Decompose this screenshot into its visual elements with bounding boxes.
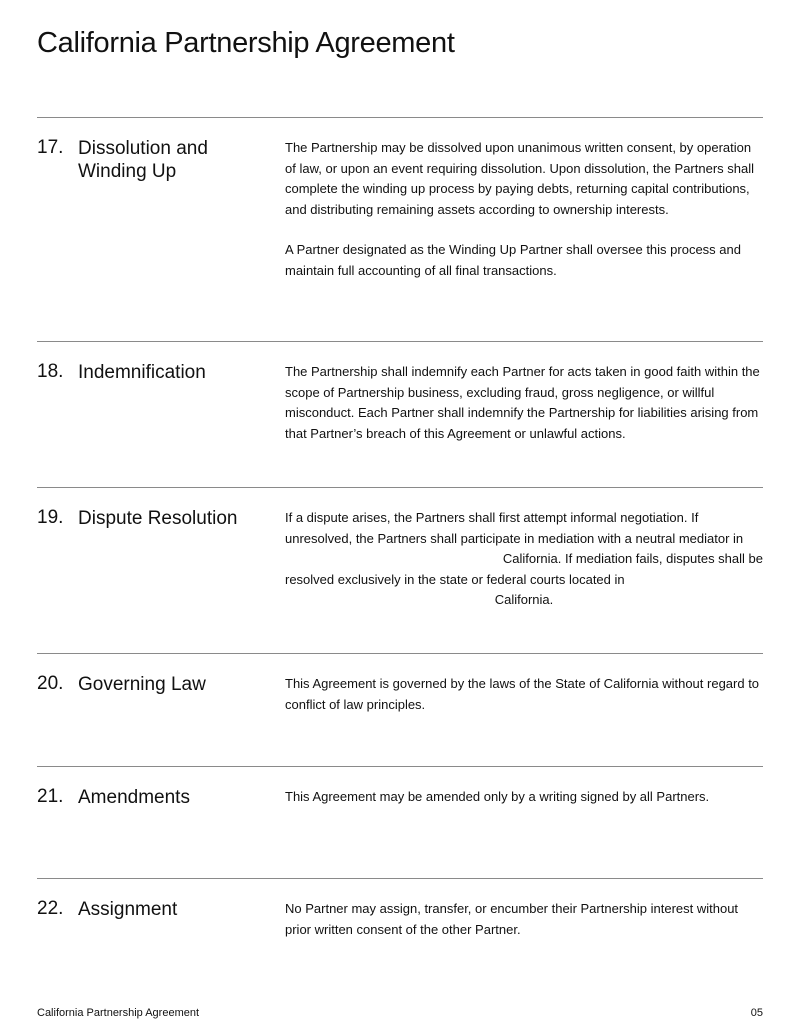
section-body [285, 138, 763, 301]
paragraph-line: California. [494, 592, 554, 607]
paragraph-line: unresolved, the Partners shall participate in mediation with a neutral mediator in [285, 530, 744, 546]
section-body [285, 508, 763, 611]
section-amendments [37, 766, 763, 879]
section-number: 22. [37, 898, 64, 919]
paragraph: No Partner may assign, transfer, or encumber their Partnership interest without prior written consent of the other Partner. [285, 901, 739, 937]
paragraph-line: If a dispute arises, the Partners shall first attempt informal negotiation. If [285, 510, 699, 525]
section-body [285, 362, 763, 464]
section-heading: Indemnification [78, 362, 206, 383]
section-number: 18. [37, 361, 64, 382]
section-number: 21. [37, 786, 64, 807]
section-heading: Governing Law [78, 674, 206, 695]
paragraph: The Partnership may be dissolved upon unanimous written consent, by operation of law, or upon an event requiring dissolution. Upon dissolution, the Partners shall complete the winding up process by paying debts, returning capital contributions, and distributing remaining assets according to ownership interests. [285, 140, 755, 217]
paragraph-line: resolved exclusively in the state or federal courts located in [285, 571, 625, 587]
section-heading: Amendments [78, 787, 190, 808]
section-assignment [37, 878, 763, 979]
section-governing-law [37, 653, 763, 767]
paragraph-line: California. If mediation fails, disputes shall be [502, 551, 763, 566]
section-heading: Dispute Resolution [78, 508, 238, 529]
paragraph: The Partnership shall indemnify each Partner for acts taken in good faith within the scope of Partnership business, excluding fraud, gross negligence, or willful misconduct. Each Partner shall indemnify the Partnership for liabilities arising from that Partner’s breach of this Agreement or unlawful actions. [285, 364, 760, 441]
paragraph: A Partner designated as the Winding Up Partner shall oversee this process and maintain full accounting of all final transactions. [285, 242, 741, 278]
section-indemnification [37, 341, 763, 488]
document-title: California Partnership Agreement [37, 27, 455, 59]
section-body [285, 787, 763, 828]
section-body [285, 899, 763, 960]
section-number: 20. [37, 673, 64, 694]
section-heading: Dissolution and Winding Up [78, 138, 208, 182]
section-number: 19. [37, 507, 64, 528]
footer-title: California Partnership Agreement [37, 1007, 200, 1019]
section-dispute-resolution [37, 487, 763, 654]
page-number: 05 [750, 1007, 763, 1019]
paragraph: This Agreement may be amended only by a writing signed by all Partners. [285, 789, 710, 804]
section-number: 17. [37, 137, 64, 158]
section-dissolution [37, 117, 763, 342]
paragraph: This Agreement is governed by the laws of the State of California without regard to conflict of law principles. [285, 676, 760, 712]
section-body [285, 674, 763, 735]
section-heading: Assignment [78, 899, 178, 920]
